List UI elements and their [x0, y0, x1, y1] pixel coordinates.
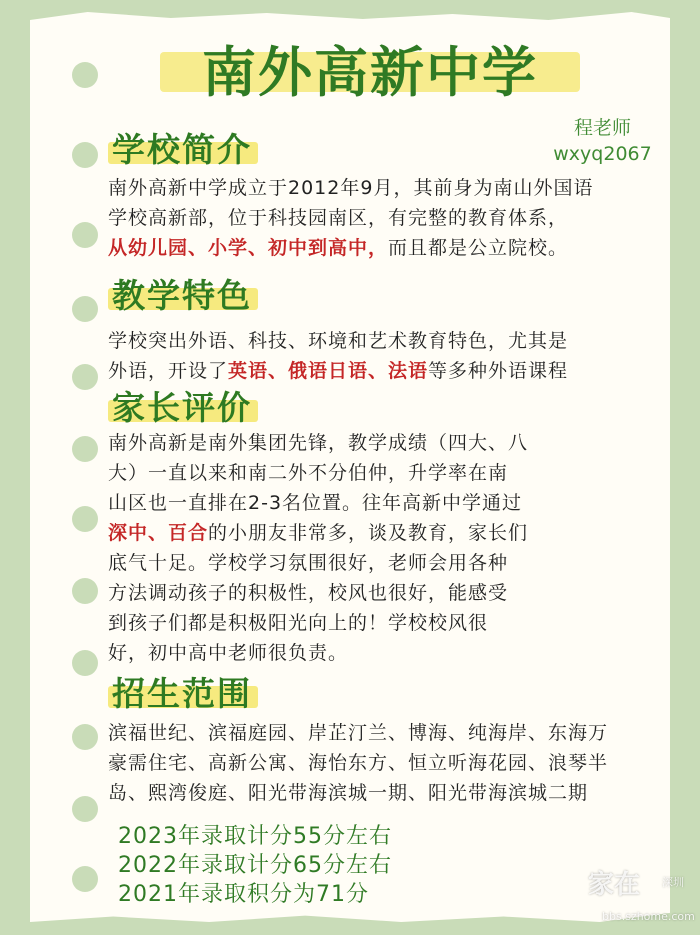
text-line	[108, 203, 648, 233]
body-text: 山区也一直排在2-3名位置。往年高新中学通过	[108, 492, 523, 514]
text-line	[108, 638, 648, 668]
body-text: 南外高新中学成立于2012年9月，其前身为南山外国语	[108, 177, 594, 199]
contact-id: wxyq2067	[553, 143, 652, 165]
binder-hole	[72, 364, 98, 390]
binder-hole	[72, 724, 98, 750]
text-line	[108, 608, 648, 638]
binder-hole	[72, 866, 98, 892]
binder-hole	[72, 578, 98, 604]
body-text: 外语，开设了	[108, 360, 229, 382]
watermark-sub: 深圳	[662, 876, 684, 889]
binder-hole	[72, 506, 98, 532]
text-line	[108, 548, 648, 578]
section-body-intro	[108, 173, 648, 263]
score-line: 2023年录取计分55分左右	[118, 824, 392, 849]
emphasis-text: 深中、百合	[108, 522, 209, 544]
text-line	[108, 578, 648, 608]
body-text: 方法调动孩子的积极性，校风也很好，能感受	[108, 582, 509, 604]
binder-hole	[72, 796, 98, 822]
body-text: 等多种外语课程	[428, 360, 569, 382]
text-line	[108, 233, 648, 263]
body-text: 学校高新部，位于科技园南区，有完整的教育体系，	[108, 207, 569, 229]
binder-hole	[72, 222, 98, 248]
body-text: 的小朋友非常多，谈及教育，家长们	[208, 522, 529, 544]
contact-name: 程老师	[573, 117, 631, 139]
heading-text: 招生范围	[112, 674, 252, 713]
binder-hole	[72, 650, 98, 676]
body-text: 到孩子们都是积极阳光向上的！学校校风很	[108, 612, 489, 634]
body-text: 好，初中高中老师很负责。	[108, 642, 349, 664]
heading-text: 教学特色	[112, 276, 252, 315]
section-body-enrollment	[108, 718, 648, 808]
emphasis-text: 从幼儿园、小学、初中到高中，	[108, 237, 389, 259]
body-text: 而且都是公立院校。	[388, 237, 569, 259]
body-text: 大）一直以来和南二外不分伯仲，升学率在南	[108, 462, 509, 484]
heading-text: 家长评价	[112, 388, 252, 427]
text-line	[108, 778, 648, 808]
text-line	[108, 173, 648, 203]
text-line	[108, 428, 648, 458]
body-text: 南外高新是南外集团先锋，教学成绩（四大、八	[108, 432, 529, 454]
score-line: 2021年录取积分为71分	[118, 882, 369, 907]
text-line	[108, 718, 648, 748]
text-line	[108, 458, 648, 488]
score-line: 2022年录取计分65分左右	[118, 853, 392, 878]
binder-hole	[72, 142, 98, 168]
text-line	[108, 518, 648, 548]
body-text: 学校突出外语、科技、环境和艺术教育特色，尤其是	[108, 330, 569, 352]
section-body-features	[108, 326, 648, 386]
page-title	[160, 38, 580, 108]
body-text: 滨福世纪、滨福庭园、岸芷汀兰、博海、纯海岸、东海万	[108, 722, 609, 744]
score-list	[118, 822, 518, 909]
watermark-main: 家在	[588, 870, 641, 900]
body-text: 豪需住宅、高新公寓、海怡东方、恒立听海花园、浪琴半	[108, 752, 609, 774]
emphasis-text: 英语、俄语日语、法语	[228, 360, 429, 382]
site-watermark	[570, 868, 695, 930]
body-text: 底气十足。学校学习氛围很好，老师会用各种	[108, 552, 509, 574]
binder-hole	[72, 62, 98, 88]
contact-info	[540, 115, 665, 167]
title-text: 南外高新中学	[202, 41, 538, 104]
section-body-reviews	[108, 428, 648, 668]
text-line	[108, 488, 648, 518]
heading-text: 学校简介	[112, 130, 252, 169]
text-line	[108, 356, 648, 386]
text-line	[108, 748, 648, 778]
binder-hole	[72, 296, 98, 322]
binder-hole	[72, 436, 98, 462]
body-text: 岛、熙湾俊庭、阳光带海滨城一期、阳光带海滨城二期	[108, 782, 589, 804]
watermark-url: bbs.szhome.com	[602, 910, 695, 923]
text-line	[108, 326, 648, 356]
